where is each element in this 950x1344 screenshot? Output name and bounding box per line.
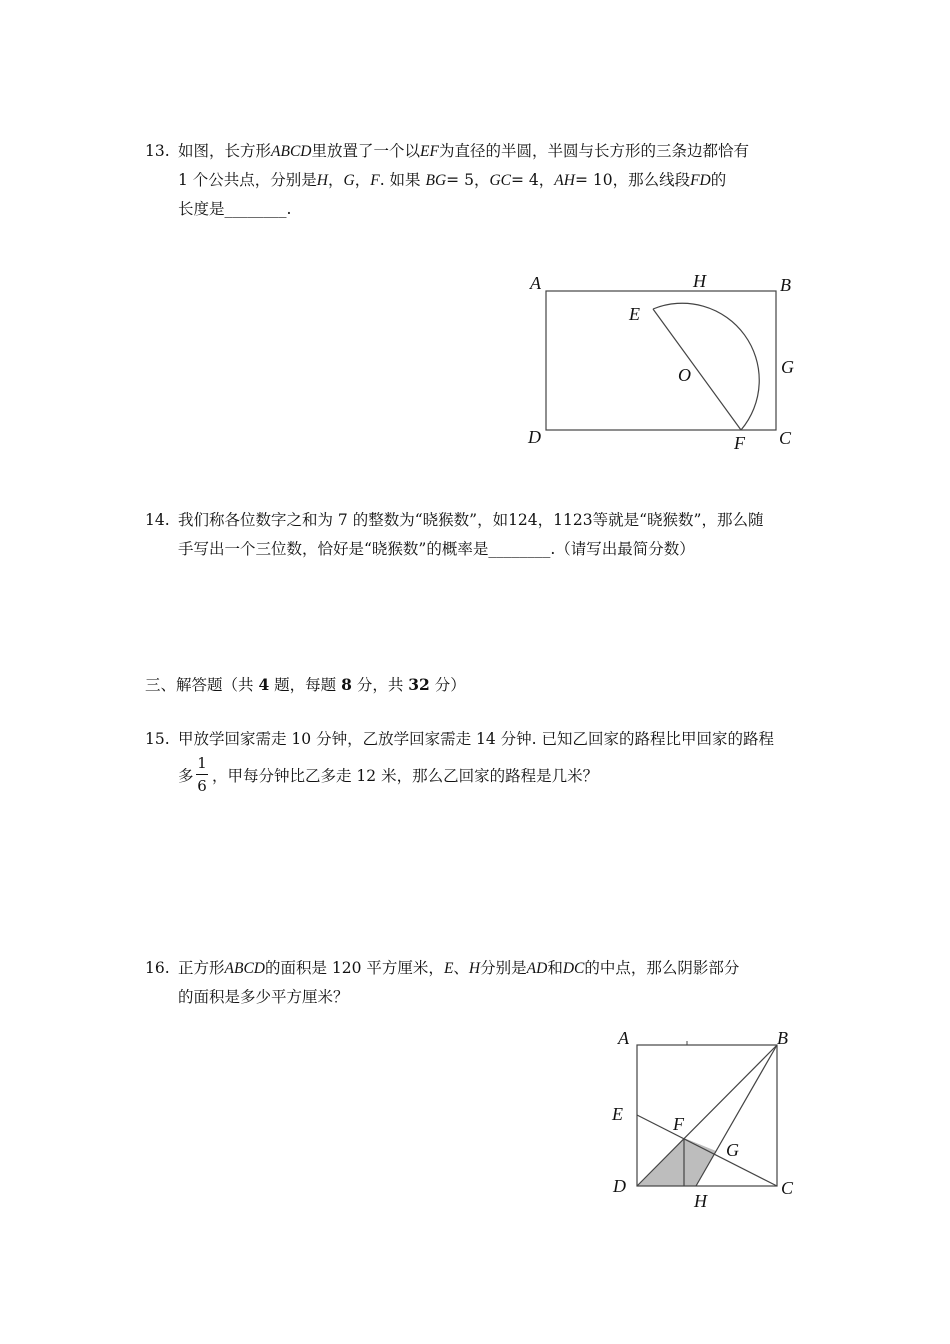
q15-fraction-denominator: 6 [197, 777, 207, 795]
q16-line1: 正方形ABCD的面积是 120 平方厘米，E、H分别是AD和DC的中点，那么阴影部分 [178, 959, 740, 977]
q14-number: 14. [145, 511, 170, 529]
label-A: A [618, 1028, 629, 1048]
label-D: D [613, 1176, 626, 1196]
q13-diameter-ef [653, 309, 741, 430]
label-G: G [726, 1140, 739, 1160]
q15-line2-post: ，甲每分钟比乙多走 12 米，那么乙回家的路程是几米？ [212, 767, 599, 785]
q16-line2: 的面积是多少平方厘米？ [178, 988, 349, 1006]
q15-line2-pre: 多 [178, 767, 194, 785]
q13-line2: 1 个公共点，分别是H，G，F. 如果 BG= 5，GC= 4，AH= 10，那么线段FD的 [178, 171, 727, 189]
label-F: F [734, 433, 745, 453]
q13-line3: 长度是________. [178, 200, 292, 218]
label-H: H [694, 1191, 707, 1211]
q15-fraction-numerator: 1 [197, 754, 207, 772]
q16-number: 16. [145, 959, 170, 977]
section3-heading: 三、解答题（共 4 题，每题 8 分，共 32 分） [145, 675, 466, 694]
label-E: E [612, 1104, 623, 1124]
label-A: A [530, 273, 541, 293]
q13-line1: 如图，长方形ABCD里放置了一个以EF为直径的半圆，半圆与长方形的三条边都恰有 [178, 142, 749, 160]
label-G: G [781, 357, 794, 377]
q13-number: 13. [145, 142, 170, 160]
q13-rectangle [546, 291, 776, 430]
label-C: C [781, 1178, 794, 1198]
label-D: D [528, 427, 541, 447]
q15-line1: 甲放学回家需走 10 分钟，乙放学回家需走 14 分钟. 已知乙回家的路程比甲回家的路程 [178, 730, 775, 748]
q15-fraction-bar [196, 774, 208, 775]
q13-semicircle [653, 303, 759, 430]
label-F: F [673, 1114, 684, 1134]
q13-figure [520, 265, 810, 460]
label-H: H [693, 271, 706, 291]
q16-figure [605, 1020, 810, 1215]
label-O: O [678, 365, 691, 385]
label-C: C [779, 428, 792, 448]
label-B: B [777, 1028, 788, 1048]
label-E: E [629, 304, 640, 324]
q14-line2: 手写出一个三位数，恰好是“晓猴数”的概率是________.（请写出最简分数） [178, 540, 695, 558]
q15-number: 15. [145, 730, 170, 748]
label-B: B [780, 275, 791, 295]
q14-line1: 我们称各位数字之和为 7 的整数为“晓猴数”，如124，1123等就是“晓猴数”，那么随 [178, 511, 764, 529]
shaded-region [637, 1138, 716, 1186]
